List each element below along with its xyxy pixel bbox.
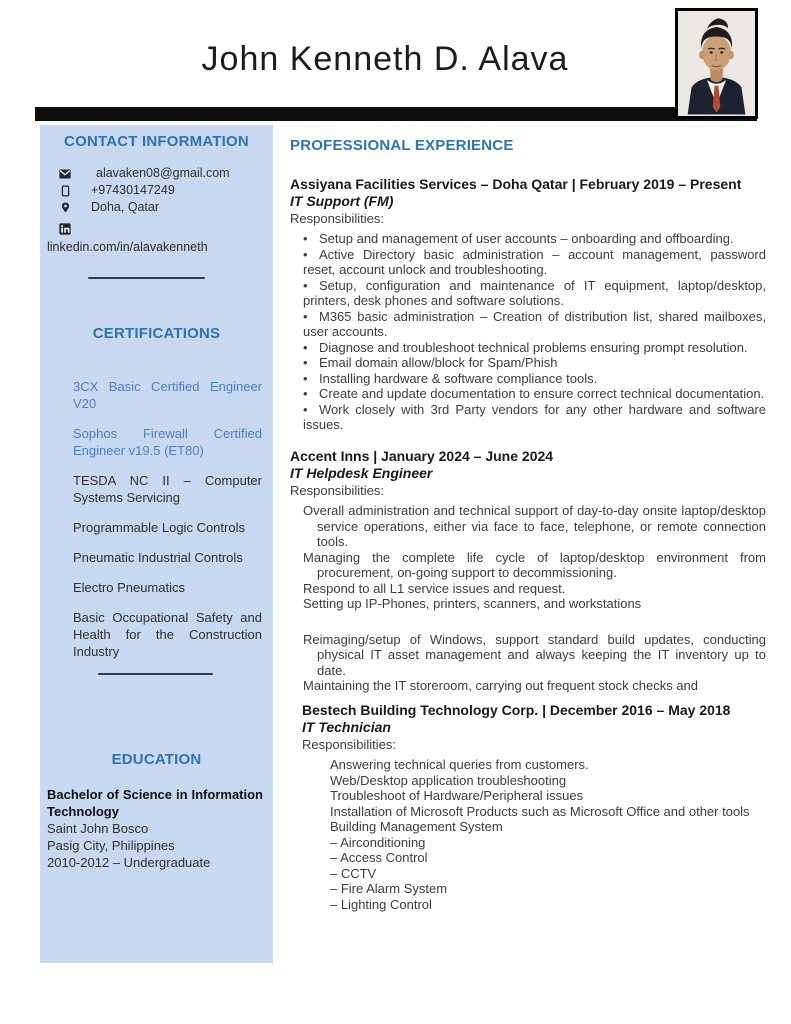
responsibilities-label: Responsibilities: xyxy=(290,211,384,226)
responsibility-line: – CCTV xyxy=(330,865,377,881)
education-years: 2010-2012 – Undergraduate xyxy=(47,855,211,870)
responsibility-paragraph: Reimaging/setup of Windows, support standard build updates, conducting physical IT asset management and always keeping the IT inventory up to date. xyxy=(303,631,766,678)
bullet-item: • Active Directory basic administration – account management, password reset, account unlock and troubleshooting. xyxy=(303,247,766,278)
bullet-item: • M365 basic administration – Creation of distribution list, shared mailboxes, user accounts. xyxy=(303,309,766,340)
responsibility-paragraph: Setting up IP-Phones, printers, scanners, and workstations xyxy=(303,596,642,611)
contact-heading: CONTACT INFORMATION xyxy=(64,133,249,150)
responsibilities-plain-list xyxy=(302,757,766,912)
education-degree: Bachelor of Science in Information Technology xyxy=(47,787,263,819)
profile-photo xyxy=(675,8,758,119)
education-block xyxy=(40,786,273,871)
responsibility-paragraph: Respond to all L1 service issues and request. xyxy=(303,580,566,596)
job-company-line: Bestech Building Technology Corp. | December 2016 – May 2018 xyxy=(302,701,731,718)
job-accent-inns xyxy=(290,448,766,694)
contact-email[interactable]: alavaken08@gmail.com xyxy=(96,166,230,180)
contact-rows xyxy=(40,165,273,237)
bullet-item: • Diagnose and troubleshoot technical problems ensuring prompt resolution. xyxy=(303,340,766,356)
contact-location: Doha, Qatar xyxy=(91,200,160,214)
job-assiyana xyxy=(290,176,766,433)
responsibilities-label: Responsibilities: xyxy=(290,483,384,498)
bullet-item: • Create and update documentation to ensure correct technical documentation. xyxy=(303,386,766,402)
responsibility-paragraph: Overall administration and technical support of day-to-day onsite laptop/desktop service operations, either via face to face, telephone, or remote connection tools. xyxy=(303,503,766,549)
sidebar xyxy=(40,125,273,963)
responsibility-line: Building Management System xyxy=(330,819,503,834)
education-location: Pasig City, Philippines xyxy=(47,838,175,853)
linkedin-url[interactable]: linkedin.com/in/alavakenneth xyxy=(47,240,208,254)
linkedin-icon xyxy=(58,222,72,236)
responsibilities-paragraphs-2 xyxy=(290,632,766,694)
bullet-item: • Installing hardware & software compliance tools. xyxy=(303,371,766,387)
certifications-heading: CERTIFICATIONS xyxy=(92,325,221,342)
certification-item: Basic Occupational Safety and Health for the Construction Industry xyxy=(73,610,262,659)
sidebar-divider-certs xyxy=(98,673,213,675)
responsibility-line: – Fire Alarm System xyxy=(330,881,448,896)
location-icon xyxy=(58,201,72,215)
bullet-item: • Setup and management of user accounts – onboarding and offboarding. xyxy=(303,231,766,247)
certification-item: 3CX Basic Certified Engineer V20 xyxy=(73,379,262,411)
certification-item: Programmable Logic Controls xyxy=(73,520,245,535)
responsibility-line: Answering technical queries from customers. xyxy=(330,757,589,772)
responsibility-line: Web/Desktop application troubleshooting xyxy=(330,772,567,788)
responsibility-paragraph: Managing the complete life cycle of laptop/desktop environment from procurement, on-going support to decommissioning. xyxy=(303,549,766,580)
email-icon xyxy=(58,167,72,181)
education-school: Saint John Bosco xyxy=(47,821,149,836)
certification-item: Sophos Firewall Certified Engineer v19.5 (ET80) xyxy=(73,426,262,458)
experience-heading: PROFESSIONAL EXPERIENCE xyxy=(290,137,514,154)
job-bestech xyxy=(290,702,766,913)
responsibility-line: Installation of Microsoft Products such as Microsoft Office and other tools xyxy=(330,803,750,819)
contact-row-linkedin xyxy=(58,221,273,237)
header-divider-bar xyxy=(35,107,757,121)
job-role: IT Support (FM) xyxy=(290,193,394,209)
responsibility-line: – Access Control xyxy=(330,850,428,865)
sidebar-divider-contact xyxy=(88,277,205,279)
bullet-item: • Email domain allow/block for Spam/Phish xyxy=(303,355,766,371)
job-company-line: Assiyana Facilities Services – Doha Qatar | February 2019 – Present xyxy=(290,175,742,192)
contact-phone: +97430147249 xyxy=(91,183,175,197)
responsibility-paragraph: Maintaining the IT storeroom, carrying out frequent stock checks and xyxy=(303,678,699,693)
job-role: IT Helpdesk Engineer xyxy=(290,465,433,481)
education-heading: EDUCATION xyxy=(111,751,202,768)
contact-row-location xyxy=(58,199,273,216)
phone-icon xyxy=(58,184,72,198)
responsibility-line: Troubleshoot of Hardware/Peripheral issues xyxy=(330,788,584,803)
bullet-item: • Work closely with 3rd Party vendors for any other hardware and software issues. xyxy=(303,402,766,433)
certification-item: Pneumatic Industrial Controls xyxy=(73,550,243,565)
responsibilities-bullet-list xyxy=(290,231,766,433)
certification-item: TESDA NC II – Computer Systems Servicing xyxy=(73,473,262,505)
responsibility-line: – Lighting Control xyxy=(330,896,432,912)
responsibilities-label: Responsibilities: xyxy=(302,737,396,752)
experience-section xyxy=(290,138,766,912)
job-role: IT Technician xyxy=(302,719,391,735)
certifications-list xyxy=(40,378,273,660)
portrait-illustration xyxy=(678,11,755,116)
bullet-item: • Setup, configuration and maintenance of IT equipment, laptop/desktop, printers, desk phones and software solutions. xyxy=(303,278,766,309)
responsibilities-paragraphs xyxy=(290,503,766,612)
certification-item: Electro Pneumatics xyxy=(73,580,185,595)
job-company-line: Accent Inns | January 2024 – June 2024 xyxy=(290,447,554,464)
contact-row-email xyxy=(58,165,273,182)
responsibility-line: – Airconditioning xyxy=(330,834,426,850)
person-name: John Kenneth D. Alava xyxy=(201,40,569,78)
contact-row-phone xyxy=(58,182,273,199)
